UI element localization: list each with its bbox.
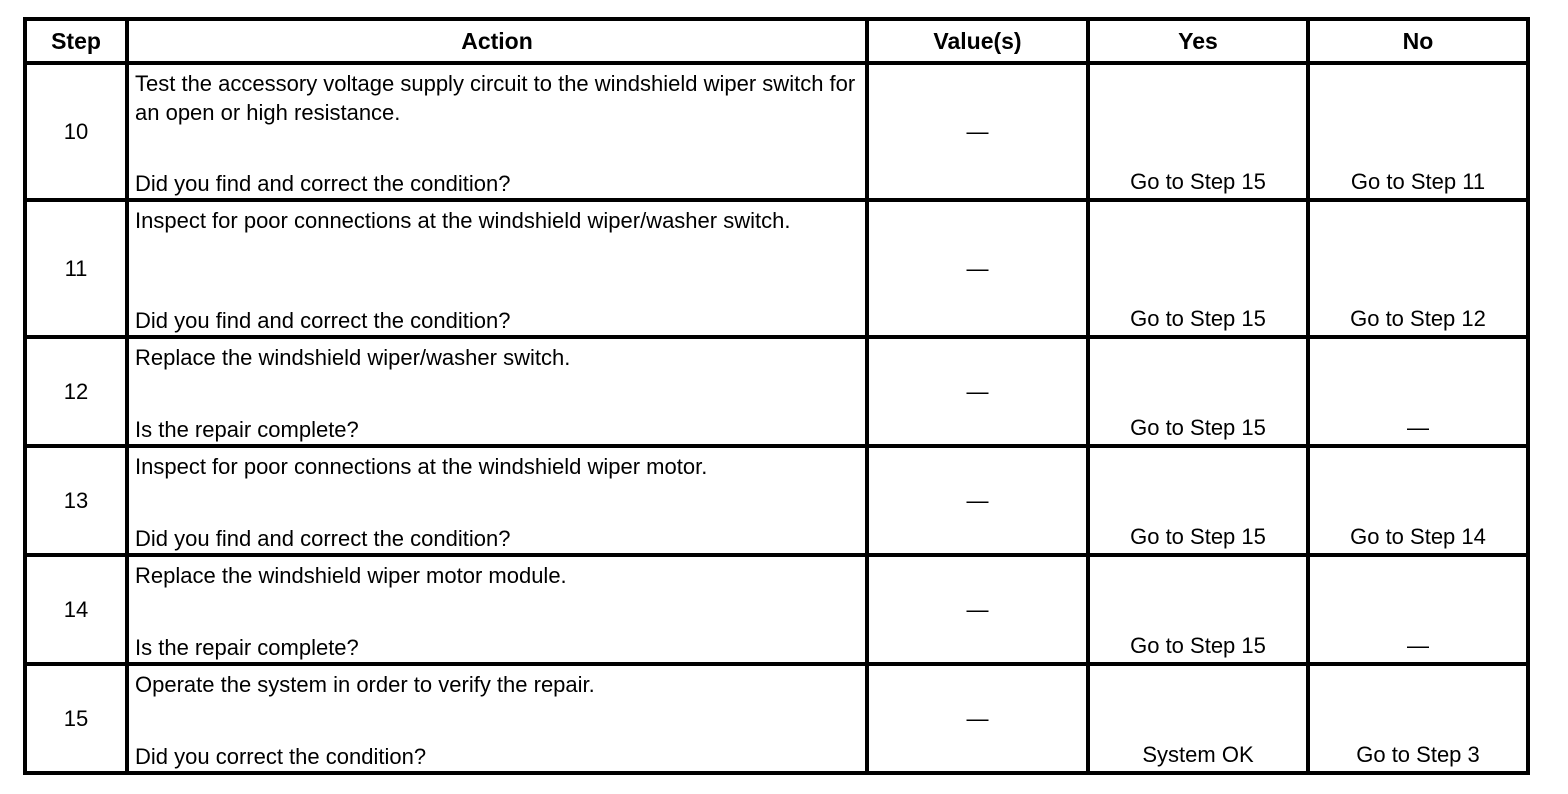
action-cell: [127, 63, 867, 200]
step-number: 13: [25, 446, 127, 555]
header-values: Value(s): [867, 19, 1088, 63]
yes-result: Go to Step 15: [1088, 63, 1308, 200]
step-number: 14: [25, 555, 127, 664]
value-cell: —: [867, 200, 1088, 337]
action-question: Is the repair complete?: [135, 417, 359, 442]
yes-result: Go to Step 15: [1088, 337, 1308, 446]
header-row: [25, 19, 1528, 63]
value-cell: —: [867, 337, 1088, 446]
action-instruction: Inspect for poor connections at the windshield wiper/washer switch.: [135, 208, 791, 233]
step-number: 12: [25, 337, 127, 446]
action-cell: [127, 555, 867, 664]
step-number: 15: [25, 664, 127, 773]
yes-result: System OK: [1088, 664, 1308, 773]
no-result: Go to Step 11: [1308, 63, 1528, 200]
step-number: 10: [25, 63, 127, 200]
action-cell: [127, 200, 867, 337]
yes-result: Go to Step 15: [1088, 200, 1308, 337]
action-question: Did you find and correct the condition?: [135, 171, 511, 196]
yes-result: Go to Step 15: [1088, 555, 1308, 664]
table-row: [25, 63, 1528, 200]
diagnostic-table: [23, 17, 1530, 775]
action-cell: [127, 664, 867, 773]
value-cell: —: [867, 63, 1088, 200]
value-cell: —: [867, 446, 1088, 555]
action-instruction: Replace the windshield wiper/washer switch.: [135, 345, 571, 370]
table-row: [25, 664, 1528, 773]
action-question: Did you correct the condition?: [135, 744, 427, 769]
no-result: —: [1308, 337, 1528, 446]
action-instruction: Test the accessory voltage supply circuit to the windshield wiper switch for an open or high resistance.: [135, 71, 856, 125]
action-instruction: Inspect for poor connections at the windshield wiper motor.: [135, 454, 708, 479]
no-result: —: [1308, 555, 1528, 664]
action-question: Did you find and correct the condition?: [135, 308, 511, 333]
header-no: No: [1308, 19, 1528, 63]
table-row: [25, 200, 1528, 337]
action-question: Did you find and correct the condition?: [135, 526, 511, 551]
table-row: [25, 337, 1528, 446]
value-cell: —: [867, 555, 1088, 664]
no-result: Go to Step 12: [1308, 200, 1528, 337]
action-cell: [127, 446, 867, 555]
action-question: Is the repair complete?: [135, 635, 359, 660]
step-number: 11: [25, 200, 127, 337]
yes-result: Go to Step 15: [1088, 446, 1308, 555]
header-action: Action: [127, 19, 867, 63]
action-instruction: Operate the system in order to verify the repair.: [135, 672, 595, 697]
no-result: Go to Step 3: [1308, 664, 1528, 773]
header-step: Step: [25, 19, 127, 63]
action-instruction: Replace the windshield wiper motor module.: [135, 563, 567, 588]
value-cell: —: [867, 664, 1088, 773]
action-cell: [127, 337, 867, 446]
table-row: [25, 555, 1528, 664]
table-row: [25, 446, 1528, 555]
no-result: Go to Step 14: [1308, 446, 1528, 555]
header-yes: Yes: [1088, 19, 1308, 63]
